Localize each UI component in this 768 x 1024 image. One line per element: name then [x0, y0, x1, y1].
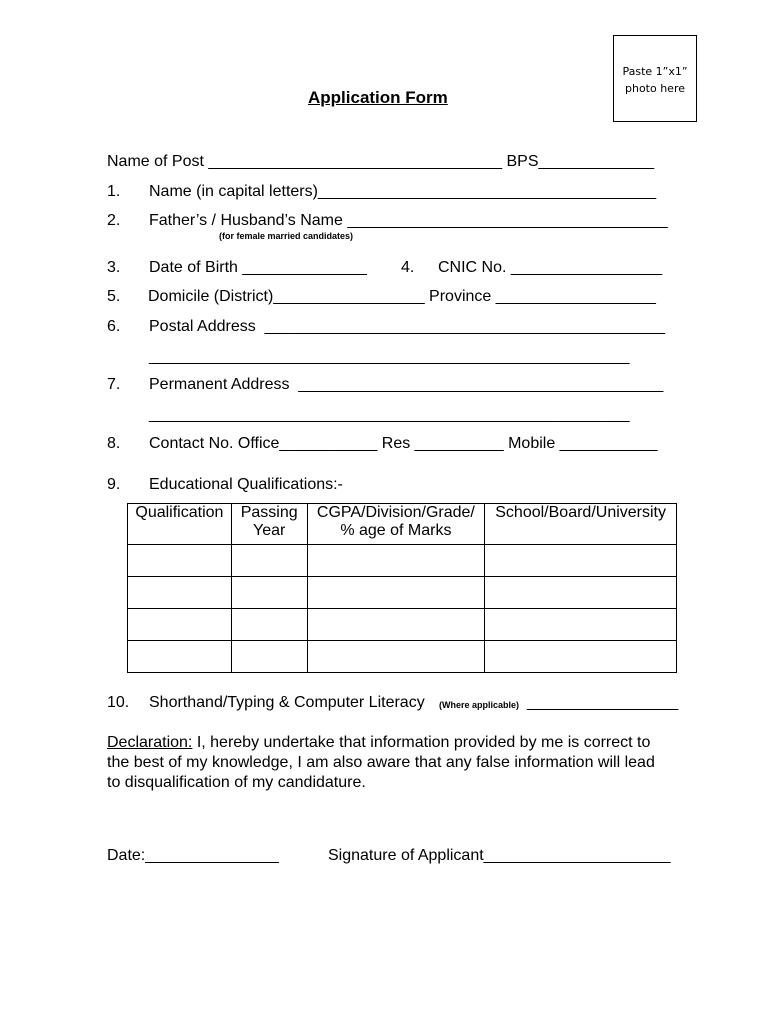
photo-box-line2: photo here — [624, 82, 685, 95]
table-cell[interactable] — [307, 577, 485, 609]
table-cell[interactable] — [128, 545, 232, 577]
table-cell[interactable] — [307, 641, 485, 673]
date-field[interactable]: Date:_______________ — [107, 847, 279, 864]
table-cell[interactable] — [485, 641, 677, 673]
declaration-text: I, hereby undertake that information provided by me is correct to — [192, 734, 651, 751]
educational-qualifications-label: Educational Qualifications:- — [149, 476, 343, 493]
item-number: 1. — [107, 183, 121, 200]
table-cell[interactable] — [307, 609, 485, 641]
item-number: 5. — [107, 288, 121, 305]
where-applicable-note: (Where applicable) — [439, 700, 520, 710]
item-number: 3. — [107, 259, 121, 276]
item-number: 2. — [107, 212, 121, 229]
declaration-line2: the best of my knowledge, I am also aware that any false information will lead — [107, 754, 655, 771]
qualifications-table — [127, 503, 677, 673]
item-number: 6. — [107, 318, 121, 335]
column-header-passing-year: Passing Year — [231, 504, 307, 545]
item-number: 4. — [401, 259, 415, 276]
domicile-province-field[interactable]: Domicile (District)_________________ Province __________________ — [148, 288, 656, 305]
item-number: 10. — [107, 694, 130, 711]
name-of-post-field[interactable]: Name of Post _________________________________ BPS_____________ — [107, 153, 655, 170]
table-cell[interactable] — [231, 609, 307, 641]
father-husband-name-field[interactable]: Father’s / Husband’s Name ____________________________________ — [149, 212, 668, 229]
table-header-row — [128, 504, 677, 545]
table-cell[interactable] — [485, 545, 677, 577]
page-title: Application Form — [308, 88, 448, 107]
name-field[interactable]: Name (in capital letters)______________________________________ — [149, 183, 657, 200]
permanent-address-line2[interactable]: ______________________________________________________ — [149, 406, 630, 423]
table-cell[interactable] — [231, 577, 307, 609]
table-cell[interactable] — [128, 609, 232, 641]
postal-address-field[interactable]: Postal Address _____________________________________________ — [149, 318, 666, 335]
signature-field[interactable]: Signature of Applicant_____________________ — [328, 847, 671, 864]
contact-numbers-field[interactable]: Contact No. Office___________ Res __________ Mobile ___________ — [149, 435, 658, 452]
table-row — [128, 545, 677, 577]
table-cell[interactable] — [485, 577, 677, 609]
postal-address-line2[interactable]: ______________________________________________________ — [149, 348, 630, 365]
cnic-field[interactable]: CNIC No. _________________ — [438, 259, 663, 276]
declaration-label: Declaration: — [107, 734, 193, 751]
permanent-address-field[interactable]: Permanent Address _________________________________________ — [149, 376, 664, 393]
table-row — [128, 641, 677, 673]
table-cell[interactable] — [231, 545, 307, 577]
declaration-line1 — [107, 734, 650, 752]
item-number: 8. — [107, 435, 121, 452]
father-note: (for female married candidates) — [219, 231, 354, 241]
item-number: 9. — [107, 476, 121, 493]
column-header-cgpa: CGPA/Division/Grade/ % age of Marks — [307, 504, 485, 545]
table-row — [128, 577, 677, 609]
shorthand-typing-field[interactable]: _________________ — [527, 694, 679, 711]
column-header-qualification: Qualification — [128, 504, 232, 545]
item-number: 7. — [107, 376, 121, 393]
table-cell[interactable] — [231, 641, 307, 673]
shorthand-typing-label: Shorthand/Typing & Computer Literacy — [149, 694, 425, 711]
photo-box-line1: Paste 1”x1” — [622, 65, 688, 78]
table-cell[interactable] — [128, 577, 232, 609]
table-cell[interactable] — [485, 609, 677, 641]
date-of-birth-field[interactable]: Date of Birth ______________ — [149, 259, 367, 276]
table-row — [128, 609, 677, 641]
table-cell[interactable] — [307, 545, 485, 577]
photo-box — [613, 35, 697, 122]
table-cell[interactable] — [128, 641, 232, 673]
column-header-institution: School/Board/University — [485, 504, 677, 545]
declaration-line3: to disqualification of my candidature. — [107, 774, 366, 791]
